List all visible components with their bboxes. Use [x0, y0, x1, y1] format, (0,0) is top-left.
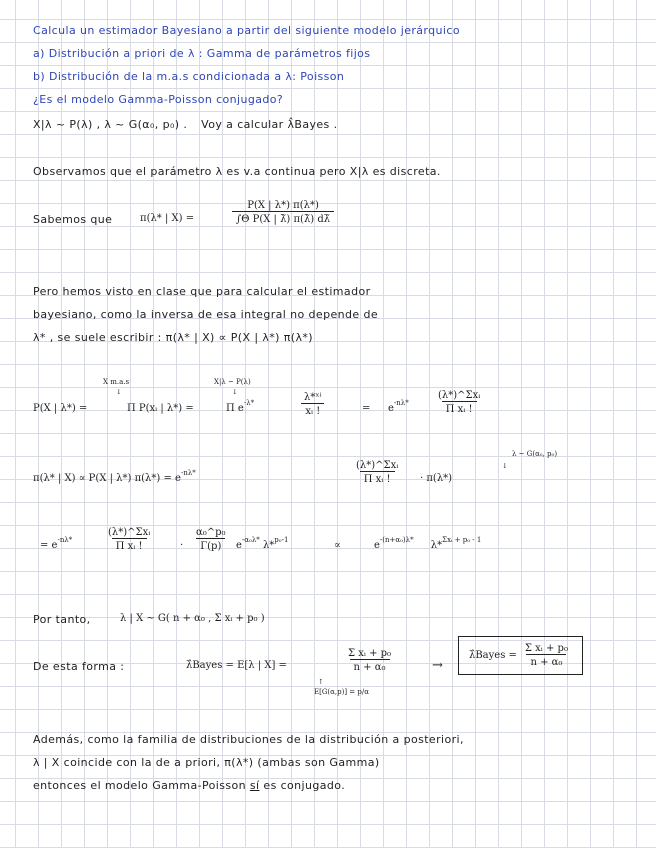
exponent-2: -nλ*	[393, 399, 409, 407]
gamma-exp	[236, 536, 289, 551]
problem-question: ¿Es el modelo Gamma-Poisson conjugado?	[33, 93, 284, 106]
gamma-lambda: λ*	[262, 540, 275, 551]
conclusion-line-3	[33, 779, 345, 792]
poisson-term-fraction	[300, 392, 326, 417]
kernel-exp: -(n+α₀)λ*	[379, 536, 414, 544]
model-distribution: X|λ ~ P(λ) , λ ~ G(α₀, p₀) .	[33, 118, 188, 131]
gamma-prior-annotation: λ ~ G(α₀, p₀)	[512, 450, 558, 458]
up-arrow: ↑	[318, 678, 324, 686]
clase-line-1: Pero hemos visto en clase que para calcular el estimador	[33, 285, 371, 298]
conclusion-si: sí	[249, 779, 260, 792]
boxed-num: Σ xᵢ + p₀	[524, 643, 568, 654]
posterior-distribution: λ | X ~ G( n + α₀ , Σ xᵢ + p₀ )	[120, 613, 265, 624]
likelihood-product-2	[226, 399, 255, 414]
posterior-fraction	[352, 460, 402, 485]
boxed-den: n + α₀	[526, 654, 566, 668]
likelihood-lhs: P(X | λ*) =	[33, 403, 88, 414]
mas-annotation: X m.a.s	[103, 378, 130, 386]
posterior-proportional	[33, 469, 196, 484]
boxed-lhs: λ̂Bayes =	[469, 650, 517, 661]
boxed-result	[458, 636, 583, 675]
likelihood-fraction	[434, 390, 484, 415]
sabemos-label: Sabemos que	[33, 213, 113, 226]
expanded-den-1: Π xᵢ !	[112, 538, 147, 552]
posterior-text: π(λ* | X) ∝ P(X | λ*) π(λ*) = e	[33, 473, 181, 484]
portanto-label: Por tanto,	[33, 613, 91, 626]
boxed-fraction	[521, 643, 572, 668]
conclusion-line-1: Además, como la familia de distribuciones de la distribución a posteriori,	[33, 733, 464, 746]
problem-statement-line-3: b) Distribución de la m.a.s condicionada a λ: Poisson	[33, 70, 345, 83]
posterior-num: (λ*)^Σxᵢ	[356, 460, 399, 471]
conclusion-l3-start: entonces el modelo Gamma-Poisson	[33, 779, 246, 792]
proportional-sign: ∝	[334, 540, 341, 551]
bayes-estimator-den: n + α₀	[350, 659, 390, 673]
expanded-fraction-1	[104, 527, 154, 552]
bayes-denominator: ∫Θ P(X | λ̃) π(λ̃) dλ̃	[232, 211, 334, 225]
kernel-lambda: λ*	[430, 540, 443, 551]
expanded-num-1: (λ*)^Σxᵢ	[108, 527, 151, 538]
poisson-annotation: X|λ ~ P(λ)	[214, 378, 251, 386]
model-line	[33, 118, 337, 131]
likelihood-den: Π xᵢ !	[442, 401, 477, 415]
likelihood-num: (λ*)^Σxᵢ	[438, 390, 481, 401]
bayes-estimator-num: Σ xᵢ + p₀	[348, 648, 392, 659]
problem-statement-line-2: a) Distribución a priori de λ : Gamma de parámetros fijos	[33, 47, 371, 60]
observation-line: Observamos que el parámetro λ es v.a continua pero X|λ es discreta.	[33, 165, 441, 178]
exp-base: e	[388, 403, 394, 414]
posterior-lhs: π(λ* | X) =	[140, 213, 195, 224]
gamma-constant-fraction	[192, 527, 230, 552]
lead-exponent: -nλ*	[57, 536, 73, 544]
model-note: Voy a calcular λ̂Bayes .	[201, 118, 338, 131]
right-arrow: →	[432, 658, 443, 673]
down-arrow-1: ↓	[116, 388, 122, 396]
posterior-exponent: -nλ*	[180, 469, 196, 477]
equals-sign: =	[362, 403, 371, 414]
estaforma-label: De esta forma :	[33, 660, 125, 673]
bayes-numerator: P(X | λ*) π(λ*)	[247, 200, 319, 211]
gamma-mean-note: E[G(α,p)] = p/α	[314, 688, 369, 696]
kernel-lambda-exp: Σxᵢ + p₀ - 1	[442, 536, 482, 544]
down-arrow-3: ↓	[502, 462, 508, 470]
bayes-estimator-fraction	[344, 648, 395, 673]
conclusion-line-2: λ | X coincide con la de a priori, π(λ*) (ambas son Gamma)	[33, 756, 380, 769]
gamma-lambda-exp: p₀-1	[274, 536, 289, 544]
poisson-term-num: λ*ˣⁱ	[304, 392, 322, 403]
conclusion-l3-end: es conjugado.	[263, 779, 346, 792]
gamma-exponent: -α₀λ*	[241, 536, 260, 544]
likelihood-product-1: Π P(xᵢ | λ*) =	[127, 403, 194, 414]
gamma-const-num: α₀^p₀	[196, 527, 226, 538]
bayes-formula-fraction	[232, 200, 334, 225]
clase-line-3: λ* , se suele escribir : π(λ* | X) ∝ P(X | λ*) π(λ*)	[33, 331, 313, 344]
gamma-const-den: Γ(p)	[196, 538, 225, 552]
gamma-e: e	[236, 540, 242, 551]
posterior-den: Π xᵢ !	[360, 471, 395, 485]
kernel-e: e	[374, 540, 380, 551]
posterior-tail: · π(λ*)	[420, 473, 453, 484]
clase-line-2: bayesiano, como la inversa de esa integral no depende de	[33, 308, 378, 321]
down-arrow-2: ↓	[232, 388, 238, 396]
problem-statement-line-1: Calcula un estimador Bayesiano a partir del siguiente modelo jerárquico	[33, 24, 460, 37]
likelihood-exp	[388, 399, 409, 414]
dot-1: ·	[180, 540, 184, 551]
exponent-1: -λ*	[243, 399, 255, 407]
poisson-term-den: xᵢ !	[301, 403, 324, 417]
product-e: Π e	[226, 403, 244, 414]
lead-e: = e	[40, 540, 58, 551]
bayes-estimator-lhs: λ̂Bayes = E[λ | X] =	[186, 660, 287, 671]
